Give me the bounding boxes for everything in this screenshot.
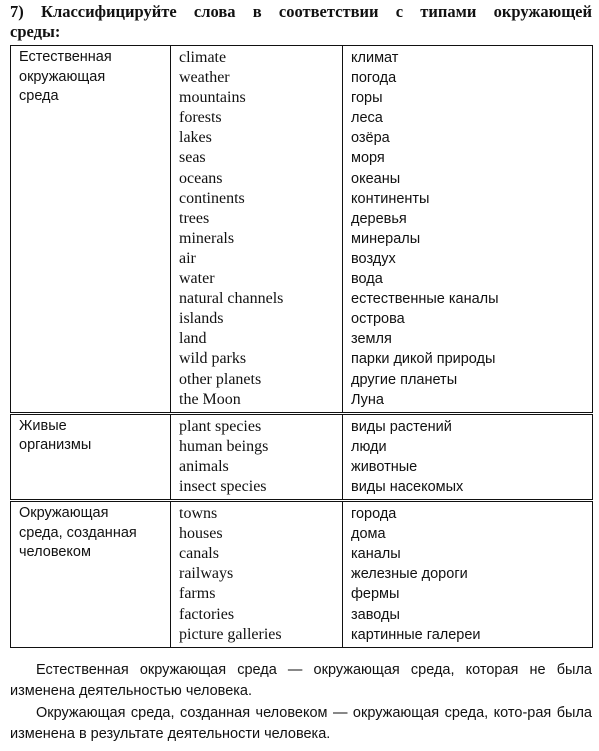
russian-word: парки дикой природы <box>351 351 496 368</box>
russian-word: горы <box>351 90 383 107</box>
heading-line-2: среды: <box>10 22 61 41</box>
russian-word: земля <box>351 331 392 348</box>
category-line: окружающая <box>19 68 106 85</box>
russian-word: леса <box>351 110 383 127</box>
heading-line-1: 7) Классифицируйте слова в соответствии с типами окружающей <box>10 2 592 21</box>
english-word: natural channels <box>179 290 284 308</box>
russian-word: минералы <box>351 230 421 247</box>
english-word: railways <box>179 565 234 583</box>
english-word: trees <box>179 209 210 227</box>
table-row <box>11 413 593 500</box>
russian-word: картинные галереи <box>351 626 481 643</box>
category-line: Окружающая <box>19 505 109 522</box>
english-word-cell <box>171 46 343 414</box>
russian-word: виды растений <box>351 418 452 435</box>
russian-word: вода <box>351 271 383 288</box>
english-word-cell <box>171 413 343 500</box>
russian-word: острова <box>351 311 405 328</box>
english-word: water <box>179 270 215 288</box>
english-word: mountains <box>179 89 246 107</box>
classification-table <box>10 45 593 648</box>
russian-word: виды насекомых <box>351 478 464 495</box>
english-word: islands <box>179 310 224 328</box>
english-word: continents <box>179 189 245 207</box>
russian-word: континенты <box>351 190 430 207</box>
russian-word-cell <box>343 413 593 500</box>
russian-word: города <box>351 506 397 523</box>
english-word: other planets <box>179 370 262 388</box>
russian-word: животные <box>351 458 418 475</box>
table-body <box>11 46 593 648</box>
english-word: insect species <box>179 477 267 495</box>
table-row <box>11 501 593 648</box>
russian-word: озёра <box>351 130 390 147</box>
english-word: air <box>179 249 196 267</box>
english-word-cell <box>171 501 343 648</box>
russian-word: фермы <box>351 586 400 603</box>
category-line: среда, созданная <box>19 524 137 541</box>
english-word: farms <box>179 585 216 603</box>
category-line: Естественная <box>19 49 112 65</box>
table-row <box>11 46 593 414</box>
russian-word: деревья <box>351 210 407 227</box>
english-word: the Moon <box>179 390 241 408</box>
english-word: land <box>179 330 207 348</box>
english-word: houses <box>179 525 223 543</box>
english-word: animals <box>179 457 229 475</box>
russian-word-cell <box>343 46 593 414</box>
english-word: weather <box>179 69 230 87</box>
english-word: minerals <box>179 229 235 247</box>
english-word: canals <box>179 545 219 563</box>
english-word: towns <box>179 505 218 523</box>
russian-word: заводы <box>351 606 400 623</box>
category-line: организмы <box>19 437 92 454</box>
category-line-cell <box>11 501 171 648</box>
russian-word: воздух <box>351 250 396 267</box>
russian-word: моря <box>351 150 385 167</box>
russian-word: железные дороги <box>351 566 468 583</box>
exercise-heading <box>10 2 592 42</box>
category-line-cell <box>11 46 171 414</box>
english-word: factories <box>179 605 235 623</box>
russian-word: другие планеты <box>351 371 458 388</box>
russian-word: океаны <box>351 170 401 187</box>
english-word: oceans <box>179 169 223 187</box>
russian-word-cell <box>343 501 593 648</box>
english-word: forests <box>179 109 222 127</box>
english-word: wild parks <box>179 350 247 368</box>
russian-word: дома <box>351 526 386 543</box>
english-word: lakes <box>179 129 212 147</box>
category-line: среда <box>19 88 59 104</box>
russian-word: люди <box>351 438 387 455</box>
definition-natural-text: Естественная окружающая среда — окружающая среда, которая не была изменена деятельностью человека. <box>10 662 592 699</box>
category-line: человеком <box>19 544 91 561</box>
english-word: picture galleries <box>179 625 282 643</box>
english-word: seas <box>179 149 206 167</box>
definition-natural <box>10 660 592 702</box>
russian-word: естественные каналы <box>351 291 499 308</box>
english-word: plant species <box>179 417 262 435</box>
category-line: Живые <box>19 417 67 434</box>
russian-word: Луна <box>351 391 385 408</box>
english-word: human beings <box>179 437 269 455</box>
english-word: climate <box>179 49 227 66</box>
russian-word: климат <box>351 50 399 66</box>
category-line-cell <box>11 413 171 500</box>
russian-word: погода <box>351 70 397 87</box>
russian-word: каналы <box>351 546 401 563</box>
definition-manmade-text: Окружающая среда, созданная человеком — окружающая среда, кото-рая была изменена в результате деятельности человека. <box>10 705 592 742</box>
definition-manmade <box>10 703 592 745</box>
